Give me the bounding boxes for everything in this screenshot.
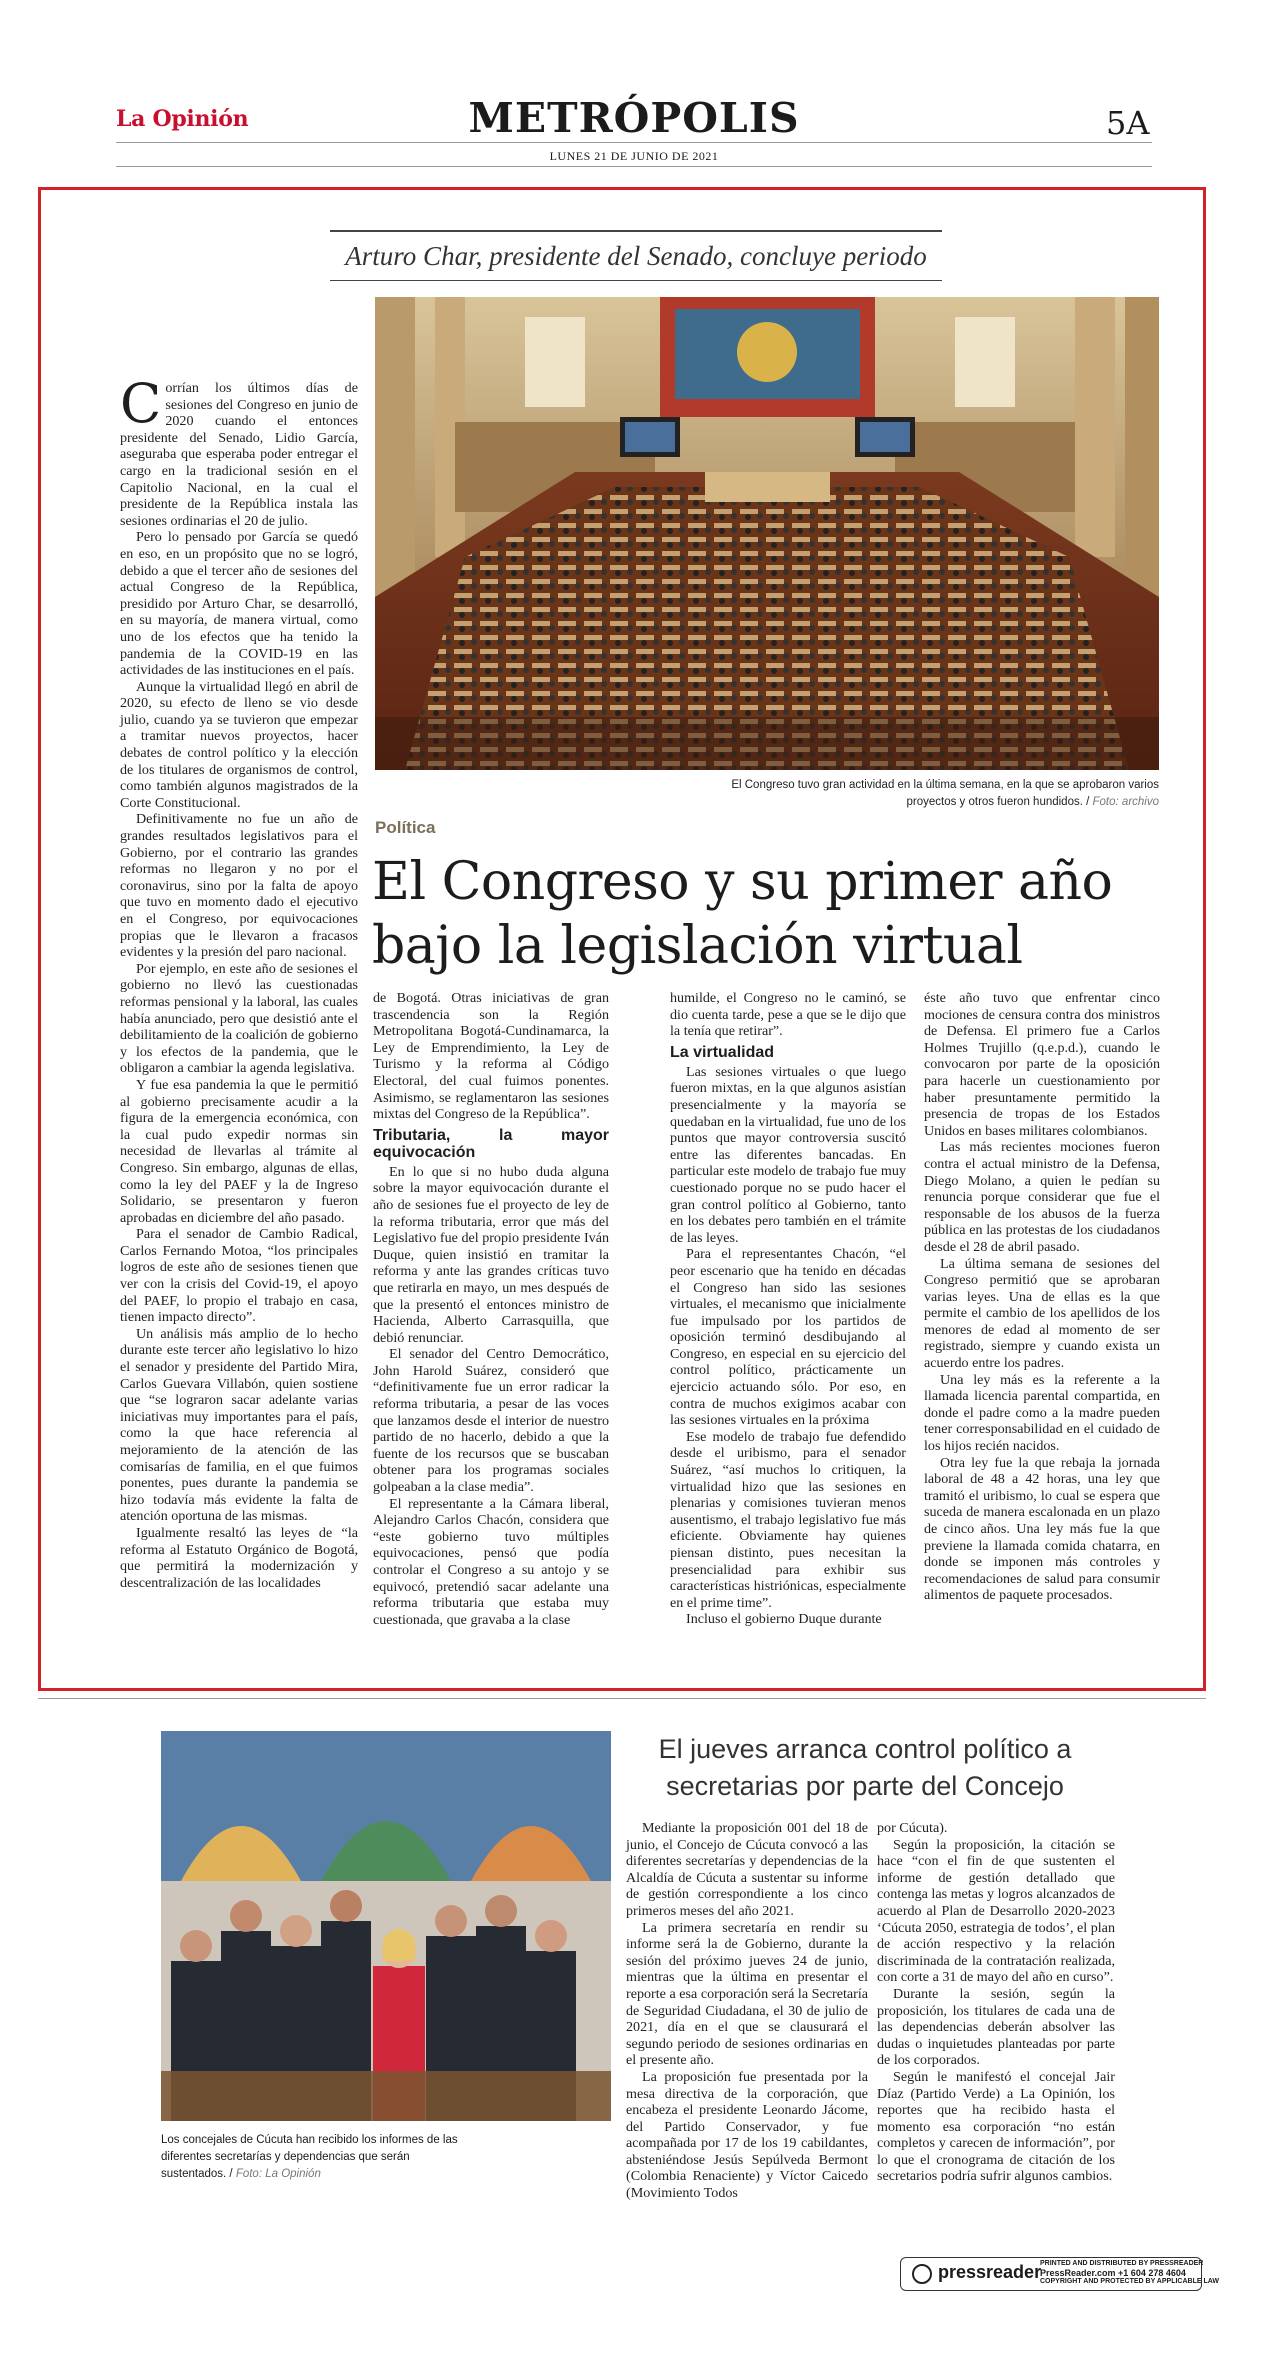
paragraph: Corrían los últimos días de sesiones del Congreso en junio de 2020 cuando el entonces presidente del Senado, Lidio García, aseguraba que esperaba poder entregar el cargo en la tradicional sesión en el Capitolio Nacional, en la cual el presidente de la República instala las sesiones ordinarias el 20 de julio. xyxy=(120,372,358,529)
pressreader-icon xyxy=(912,2264,932,2284)
paragraph: Una ley más es la referente a la llamada licencia parental compartida, en donde el padre como a la madre pueden tener corresponsabilidad en el cuidado de los hijos recién nacidos. xyxy=(924,1371,1160,1455)
paragraph: Pero lo pensado por García se quedó en eso, en un propósito que no se logró, debido a que el tercer año de sesiones del actual Congreso de la República, presidido por Arturo Char, se desarrolló, en su mayoría, de manera virtual, como uno de los efectos que ha tenido la pandemia de la COVID-19 en las actividades de las instituciones en el país. xyxy=(120,529,358,679)
paragraph: Según la proposición, la citación se hace “con el fin de que sustenten el informe de gestión detallado que contenga las metas y logros alcanzados de acuerdo al Plan de Desarrollo 2020-2023 ‘Cúcuta 2050, estrategia de todos’, el plan de acción respectivo y la relación discriminada de la contratación realizada, con corte a 31 de mayo del año en curso”. xyxy=(877,1836,1115,1986)
article-kicker: Arturo Char, presidente del Senado, concluye periodo xyxy=(330,230,942,281)
paragraph: Igualmente resaltó las leyes de “la reforma al Estatuto Orgánico de Bogotá, que permitirá la modernización y descentralización de las localidades xyxy=(120,1524,358,1591)
paragraph: El representante a la Cámara liberal, Alejandro Carlos Chacón, considera que “este gobierno tuvo múltiples equivocaciones, pensó que podía controlar el Congreso a su antojo y se equivocó, pretendió sacar adelante una reforma tributaria que estaba muy cuestionada, que gravaba a la clase xyxy=(373,1495,609,1628)
subheading: La virtualidad xyxy=(670,1043,775,1061)
article-column-2 xyxy=(877,1820,1115,2185)
notice-line: PRINTED AND DISTRIBUTED BY PRESSREADER xyxy=(1040,2260,1204,2267)
article-headline: El jueves arranca control político a secretarias por parte del Concejo xyxy=(658,1734,1072,1801)
photo-credit: Foto: La Opinión xyxy=(235,2168,321,2180)
paragraph: Mediante la proposición 001 del 18 de junio, el Concejo de Cúcuta convocó a las diferentes secretarías y dependencias de la Alcaldía de Cúcuta a sustentar su informe de gestión correspondiente a los cinco primeros meses del año 2021. xyxy=(626,1820,868,1919)
page-number: 5A xyxy=(1106,104,1150,142)
article-column-4 xyxy=(924,990,1160,1604)
paragraph: Las sesiones virtuales o que luego fueron mixtas, en la que algunos asistían presencialmente y la mayoría se quedaban en la virtualidad, fue uno de los puntos que mayor controversia suscitó entre las diferentes bancadas. En particular este modelo de trabajo fue muy cuestionado porque no se pudo hacer el gran control político al Gobierno, tanto en los debates pero también en el trámite de las leyes. xyxy=(670,1063,906,1246)
paragraph: Y fue esa pandemia la que le permitió al gobierno precisamente acudir a la figura de la emergencia económica, con la cual pudo expedir normas sin necesidad de llevarlas al trámite al Congreso. Sin embargo, algunas de ellas, como la ley del PAEF y la de Ingreso Solidario, se presentaron y fueron aprobadas en diciembre del año pasado. xyxy=(120,1076,358,1226)
paragraph: por Cúcuta). xyxy=(877,1820,948,1836)
council-group-photo xyxy=(161,1731,611,2121)
caption-text: Los concejales de Cúcuta han recibido los informes de las diferentes secretarías y dependencias que serán sustentados. xyxy=(161,2134,458,2180)
paragraph: Incluso el gobierno Duque durante xyxy=(686,1611,882,1628)
congress-chamber-photo xyxy=(375,297,1159,770)
caption-text: El Congreso tuvo gran actividad en la última semana, en la que se aprobaron varios proyectos y otros fueron hundidos. xyxy=(731,779,1159,808)
issue-date: LUNES 21 DE JUNIO DE 2021 xyxy=(549,149,719,163)
paragraph: El senador del Centro Democrático, John Harold Suárez, consideró que “definitivamente fue un error radicar la reforma tributaria, a pesar de las voces que lanzamos desde el interior de nuestro partido de no hacerlo, debido a que la fuente de los recursos que se buscaban obtener para los programas sociales golpeaban a la clase media”. xyxy=(373,1346,609,1496)
paragraph: Por ejemplo, en este año de sesiones el gobierno no llevó las cuestionadas reformas pensional y la laboral, las cuales había anunciado, pero que desistió ante el debilitamiento de la coalición de gobierno y los efectos de la pandemia, que le obligaron a cambiar la agenda legislativa. xyxy=(120,960,358,1077)
paragraph: éste año tuvo que enfrentar cinco mociones de censura contra dos ministros de Defensa. El primero fue a Carlos Holmes Trujillo (q.e.p.d.), cuando le convocaron por parte de la oposición para hacerle un cuestionamiento por haber presuntamente permitido la presencia de tropas de los Estados Unidos en bases militares colombianos. xyxy=(924,990,1160,1139)
paragraph: Otra ley fue la que rebaja la jornada laboral de 48 a 42 horas, una ley que tramitó el uribismo, lo cual se espera que suceda de manera escalonada en un plazo de cinco años. Una ley más fue la que previene la llamada comida chatarra, en donde se imponen más controles y recomendaciones de salud para consumir alimentos de paquete procesados. xyxy=(924,1454,1160,1604)
header-rule xyxy=(116,142,1152,143)
subheading: Tributaria, la mayor equivocación xyxy=(373,1126,609,1161)
paragraph: La proposición fue presentada por la mesa directiva de la corporación, que encabeza el presidente Leonardo Jácome, del Partido Conservador, y fue acompañada por 17 de los 19 cabildantes, absteniéndose Jesús Sepúlveda Bermont (Colombia Renaciente) y Víctor Caicedo (Movimiento Todos xyxy=(626,2068,868,2202)
article-column-1 xyxy=(626,1820,868,2202)
article-column-3 xyxy=(670,990,906,1628)
header-rule xyxy=(116,166,1152,167)
paragraph: La primera secretaría en rendir su informe será la de Gobierno, durante la sesión del próximo jueves 24 de junio, mientras que la última en presentar el reporte a esa corporación será la Secretaría de Seguridad Ciudadana, el 30 de julio de 2021, día en el que se clausurará el segundo periodo de sesiones ordinarias en el presente año. xyxy=(626,1919,868,2069)
drop-cap: C xyxy=(120,372,162,435)
photo-caption: Los concejales de Cúcuta han recibido los informes de las diferentes secretarías y dependencias que serán sustentados. / Foto: La Opinión xyxy=(161,2134,458,2180)
paragraph: La última semana de sesiones del Congreso permitió que se aprobaran varias leyes. Una de ellas es la que permite el cambio de los apellidos de los menores de edad al momento de ser registrado, siempre y cuando exista un acuerdo entre los padres. xyxy=(924,1255,1160,1372)
photo-credit: Foto: archivo xyxy=(1092,796,1159,808)
paragraph: Durante la sesión, según la proposición, los titulares de cada una de las dependencias deberán absolver las dudas o inquietudes planteadas por parte de los corporados. xyxy=(877,1985,1115,2069)
pressreader-notice xyxy=(1040,2260,1219,2286)
paragraph: Ese modelo de trabajo fue defendido desde el uribismo, para el senador Suárez, “así muchos lo critiquen, la virtualidad hizo que las sesiones en plenarias y comisiones tuvieran menos ausentismo, el trabajo legislativo fue más eficiente. Obviamente hay quienes piensan distinto, pues necesitan la presencialidad para exhibir sus características histriónicas, especialmente en el prime time”. xyxy=(670,1428,906,1611)
article-column-2 xyxy=(373,990,609,1628)
newspaper-logo: La Opinión xyxy=(116,106,249,132)
section-tag: Política xyxy=(375,818,436,837)
paragraph: En lo que si no hubo duda alguna sobre la mayor equivocación durante el año de sesiones fue el proyecto de ley de la reforma tributaria, error que más del Legislativo fue del propio presidente Iván Duque, quien insistió en tramitar la reforma y ante las grandes críticas tuvo que retirarla en mayo, un mes después de que la presentó el entonces ministro de Hacienda, Alberto Carrasquilla, que debió renunciar. xyxy=(373,1163,609,1346)
paragraph: Definitivamente no fue un año de grandes resultados legislativos para el Gobierno, por el contrario las grandes reformas no llegaron y no por el coronavirus, sino por la falta de apoyo que tuvo en momento dado el ejecutivo en el Congreso, por equivocaciones propias que le llevaron a fracasos evidentes y la presión del paro nacional. xyxy=(120,811,358,961)
paragraph: Un análisis más amplio de lo hecho durante este tercer año legislativo lo hizo el senador y presidente del Partido Mira, Carlos Guevara Villabón, quien sostiene que “se lograron sacar adelante varias iniciativas muy importantes para el país, como la que hace referencia al mejoramiento de la atención de las comisarías de familia, en el que fuimos ponentes, pues durante la pandemia se hizo todavía más evidente la falta de atención oportuna de las mismas. xyxy=(120,1325,358,1525)
paragraph: Las más recientes mociones fueron contra el actual ministro de la Defensa, Diego Molano, a quien le pedían su renuncia porque considerar que fue el responsable de los abusos de la fuerza pública en las protestas de los ciudadanos desde el 28 de abril pasado. xyxy=(924,1139,1160,1255)
article-headline: El Congreso y su primer año bajo la legislación virtual xyxy=(372,852,1113,976)
paragraph: de Bogotá. Otras iniciativas de gran trascendencia son la Región Metropolitana Bogotá-Cundinamarca, la Ley de Emprendimiento, la Ley de Turismo y la reforma al Código Electoral, del cual fuimos ponentes. Asimismo, se reglamentaron las sesiones mixtas del Congreso de la República”. xyxy=(373,990,609,1123)
paragraph: Para el representantes Chacón, “el peor escenario que ha tenido en décadas el Congreso han sido las sesiones virtuales, el mecanismo que inicialmente fue impulsado por los partidos de oposición terminó desdibujando al Congreso, en especial en su ejercicio del control político, prácticamente un ejercicio actuando sólo. Por eso, en contra de muchos exigimos acabar con las sesiones virtuales en la próxima xyxy=(670,1246,906,1429)
paragraph: Según le manifestó el concejal Jair Díaz (Partido Verde) a La Opinión, los reportes que ha recibido hasta el momento esa corporación “no están completos y carecen de información”, por lo que el cronograma de citación de los secretarios podría sufrir algunos cambios. xyxy=(877,2068,1115,2185)
photo-caption: El Congreso tuvo gran actividad en la última semana, en la que se aprobaron varios proyectos y otros fueron hundidos. / Foto: archivo xyxy=(731,779,1159,808)
section-divider xyxy=(38,1698,1206,1699)
paragraph: Aunque la virtualidad llegó en abril de 2020, su efecto de lleno se vio desde julio, cuando ya se tuvieron que empezar a tramitar nuevos proyectos, hacer debates de control político y la elección de los titulares de organismos de control, como también algunos magistrados de la Corte Constitucional. xyxy=(120,678,358,811)
paragraph: Para el senador de Cambio Radical, Carlos Fernando Motoa, “los principales logros de este año de sesiones tienen que ver con la crisis del Covid-19, el apoyo del PAEF, lo propio el trabajo en casa, tienen impacto directo”. xyxy=(120,1226,358,1326)
pressreader-logo: pressreader xyxy=(938,2262,1042,2282)
section-title: METRÓPOLIS xyxy=(468,94,800,142)
paragraph: humilde, el Congreso no le caminó, se dio cuenta tarde, pese a que se le dijo que la tenía que retirar”. xyxy=(670,990,906,1040)
notice-line: PressReader.com +1 604 278 4604 xyxy=(1040,2268,1186,2278)
notice-line: COPYRIGHT AND PROTECTED BY APPLICABLE LAW xyxy=(1040,2278,1220,2285)
article-column-1 xyxy=(120,372,358,1591)
